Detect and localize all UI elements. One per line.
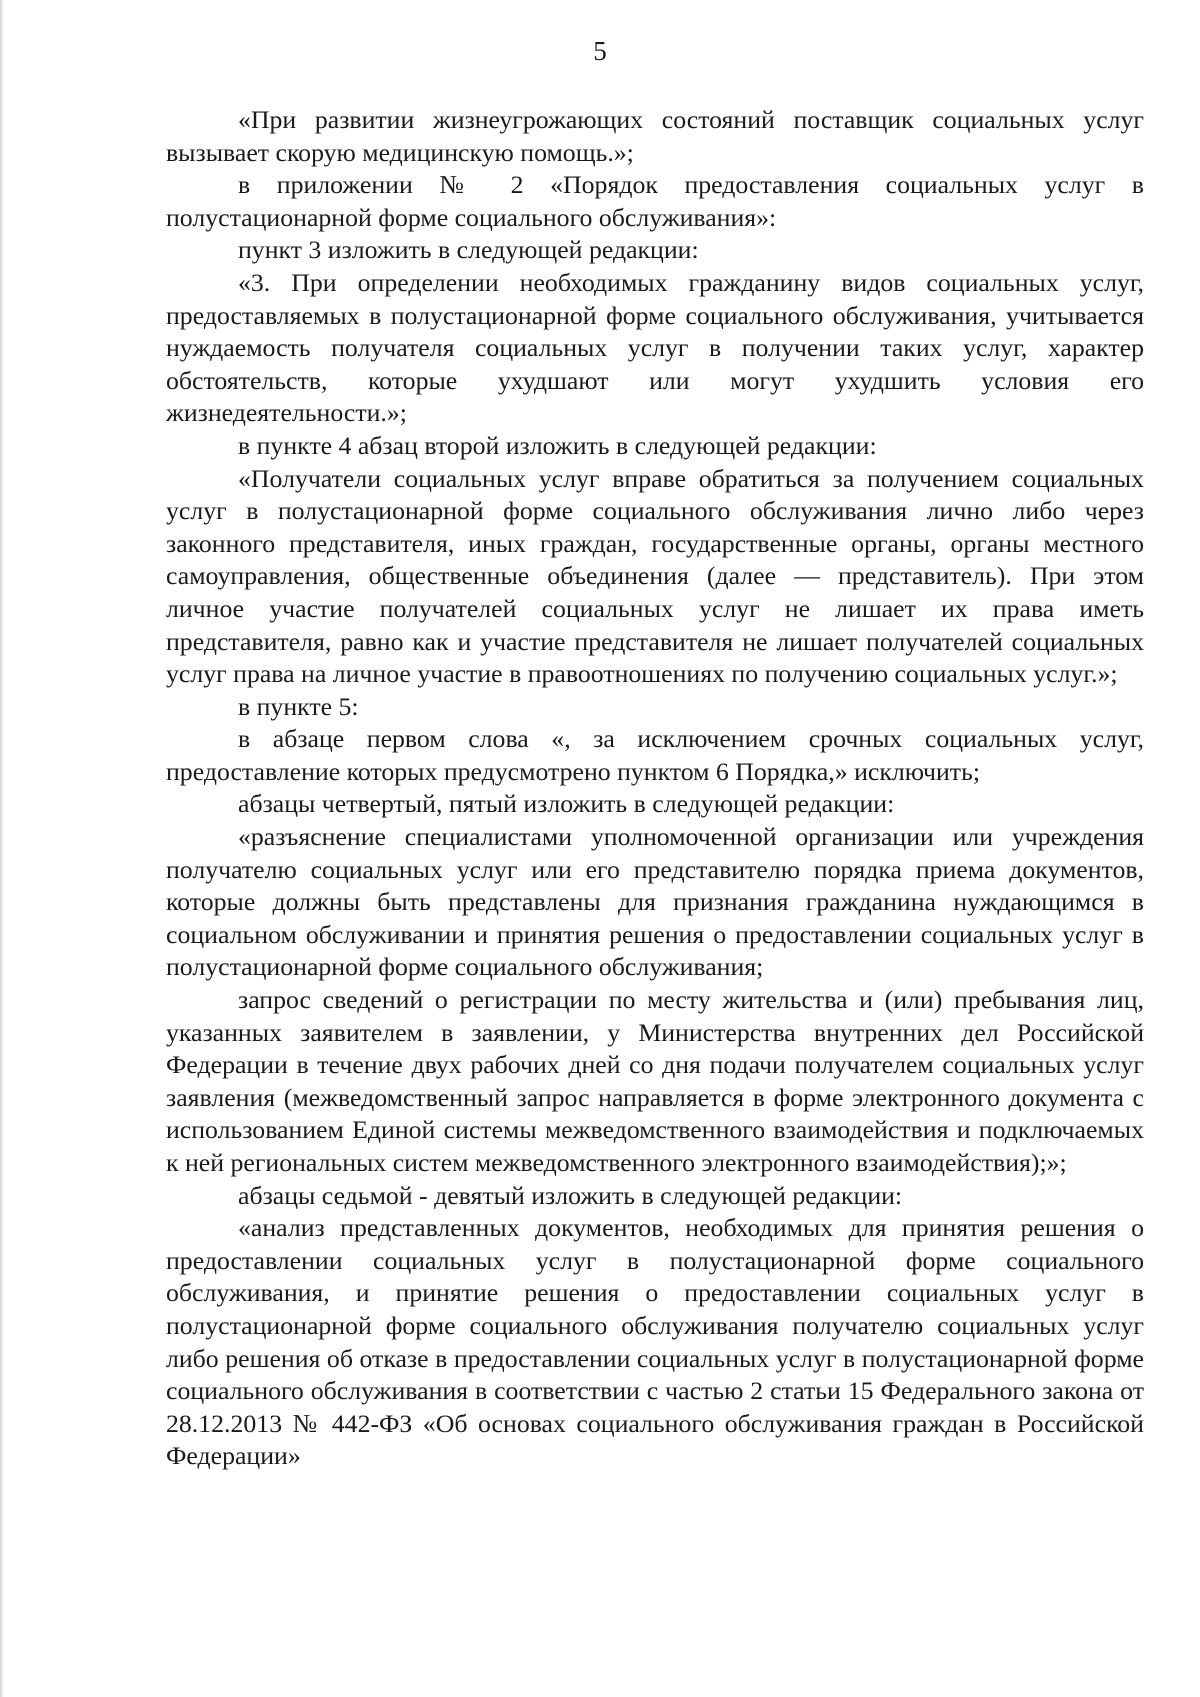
page-edge-shadow [0,0,4,1697]
paragraph-13: «анализ представленных документов, необходимых для принятия решения о предоставлении социальных услуг в полустационарной форме социального обслуживания, и принятие решения о предоставлении социальных услуг в полустационарной форме социального обслуживания получателю социальных услуг либо решения об отказе в предоставлении социальных услуг в полустационарной форме социального обслуживания в соответствии с частью 2 статьи 15 Федерального закона от 28.12.2013 № 442-ФЗ «Об основах социального обслуживания граждан в Российской Федерации» [166,1213,1144,1471]
paragraph-10: «разъяснение специалистами уполномоченной организации или учреждения получателю социальных услуг или его представителю порядка приема документов, которые должны быть представлены для признания гражданина нуждающимся в социальном обслуживании и принятия решения о предоставлении социальных услуг в полустационарной форме социального обслуживания; [166,822,1144,982]
paragraph-3: пункт 3 изложить в следующей редакции: [238,235,699,265]
paragraph-12: абзацы седьмой - девятый изложить в следующей редакции: [238,1180,903,1210]
paragraph-8: в абзаце первом слова «, за исключением срочных социальных услуг, предоставление которых предусмотрено пунктом 6 Порядка,» исключить; [166,724,1144,786]
paragraph-1: «При развитии жизнеугрожающих состояний поставщик социальных услуг вызывает скорую медицинскую помощь.»; [166,105,1144,167]
page-number: 5 [593,36,607,66]
paragraph-7: в пункте 5: [238,691,359,721]
paragraph-6: «Получатели социальных услуг вправе обратиться за получением социальных услуг в полустационарной форме социального обслуживания лично либо через законного представителя, иных граждан, государственные органы, органы местного самоуправления, общественные объединения (далее — представитель). При этом личное участие получателей социальных услуг не лишает их права иметь представителя, равно как и участие представителя не лишает получателей социальных услуг права на личное участие в правоотношениях по получению социальных услуг.»; [166,463,1144,689]
paragraph-11: запрос сведений о регистрации по месту жительства и (или) пребывания лиц, указанных заявителем в заявлении, у Министерства внутренних дел Российской Федерации в течение двух рабочих дней со дня подачи получателем социальных услуг заявления (межведомственный запрос направляется в форме электронного документа с использованием Единой системы межведомственного взаимодействия и подключаемых к ней региональных систем межведомственного электронного взаимодействия);»; [166,985,1144,1177]
paragraph-4: «3. При определении необходимых гражданину видов социальных услуг, предоставляемых в полустационарной форме социального обслуживания, учитывается нуждаемость получателя социальных услуг в получении таких услуг, характер обстоятельств, которые ухудшают или могут ухудшить условия его жизнедеятельности.»; [166,267,1144,428]
paragraph-5: в пункте 4 абзац второй изложить в следующей редакции: [238,430,877,460]
document-body [166,104,1144,1473]
paragraph-2: в приложении № 2 «Порядок предоставления социальных услуг в полустационарной форме социального обслуживания»: [166,170,1144,232]
paragraph-9: абзацы четвертый, пятый изложить в следующей редакции: [238,789,895,819]
